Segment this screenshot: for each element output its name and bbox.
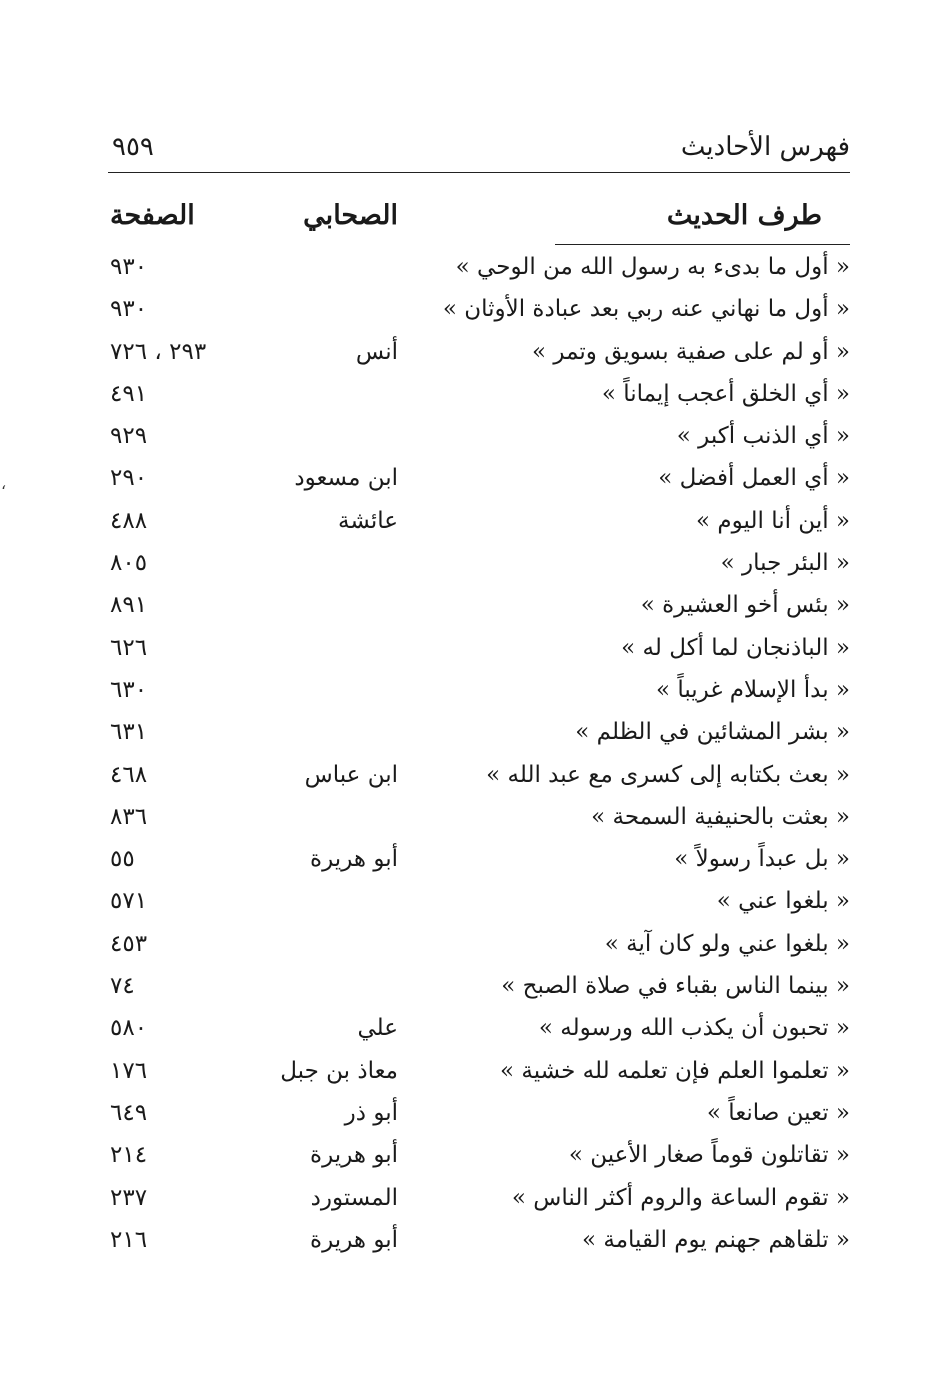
hadith-text: « بينما الناس بقباء في صلاة الصبح » [501, 973, 850, 1000]
running-head [108, 130, 850, 173]
hadith-text: « تقاتلون قوماً صغار الأعين » [568, 1142, 850, 1169]
table-row [108, 631, 850, 673]
table-row [108, 1223, 850, 1265]
hadith-text: « أي الخلق أعجب إيماناً » [601, 380, 850, 407]
page-ref: ٦٢٦ [110, 634, 148, 661]
page-ref: ٨٠٥ [110, 550, 148, 577]
table-row [108, 842, 850, 884]
table-row [108, 419, 850, 461]
table-row [108, 1138, 850, 1180]
page-ref: ٢١٤ [110, 1142, 148, 1169]
column-header-page: الصفحة [110, 200, 195, 231]
table-row [108, 927, 850, 969]
sahabi-name: علي [357, 1015, 398, 1042]
sahabi-name: عائشة [338, 507, 398, 534]
hadith-text: « بعث بكتابه إلى كسرى مع عبد الله » [486, 761, 850, 788]
page-ref: ٨٩١ [110, 592, 148, 619]
page-ref: ٤٩١ [110, 380, 148, 407]
hadith-text: « أو لم على صفية بسويق وتمر » [532, 338, 850, 365]
hadith-text: « بل عبداً رسولاً » [674, 846, 850, 873]
page-ref: ٥٨٠ [110, 1015, 148, 1042]
table-row [108, 377, 850, 419]
table-row [108, 758, 850, 800]
sahabi-name: أبو ذر [344, 1099, 398, 1126]
table-row [108, 884, 850, 926]
stray-mark: ʻ [1, 482, 7, 501]
sahabi-name: معاذ بن جبل [280, 1057, 398, 1084]
table-row [108, 1181, 850, 1223]
column-header-sahabi: الصحابي [303, 200, 398, 231]
page-ref: ٦٣٠ [110, 676, 148, 703]
hadith-text: « الباذنجان لما أكل له » [621, 634, 850, 661]
hadith-text: « بشر المشائين في الظلم » [575, 719, 850, 746]
sahabi-name: ابن مسعود [294, 465, 398, 492]
page-ref: ٢٣٧ [110, 1184, 148, 1211]
table-row [108, 504, 850, 546]
hadith-text: « بعثت بالحنيفية السمحة » [591, 803, 850, 830]
hadith-text: « أول ما بدىء به رسول الله من الوحي » [455, 254, 850, 280]
hadith-text: « بدأ الإسلام غريباً » [655, 676, 850, 703]
sahabi-name: ابن عباس [304, 761, 398, 788]
hadith-text: « تعين صانعاً » [706, 1099, 850, 1126]
table-row [108, 461, 850, 503]
table-row [108, 546, 850, 588]
hadith-text: « تقوم الساعة والروم أكثر الناس » [511, 1184, 850, 1211]
page-ref: ٤٦٨ [110, 761, 148, 788]
table-row [108, 969, 850, 1011]
hadith-text: « أين أنا اليوم » [696, 507, 850, 534]
page-ref: ٨٣٦ [110, 803, 148, 830]
hadith-text: « بلغوا عني ولو كان آية » [604, 930, 850, 957]
page-ref: ٢٩٣ ، ٧٢٦ [110, 338, 207, 365]
header-rule [555, 244, 850, 245]
hadith-text: « تلقاهم جهنم يوم القيامة » [581, 1226, 850, 1253]
hadith-text: « أي الذنب أكبر » [676, 423, 850, 450]
sahabi-name: أبو هريرة [310, 1226, 398, 1253]
page-ref: ٩٢٩ [110, 423, 148, 450]
page-ref: ٧٤ [110, 973, 135, 1000]
column-headers [108, 200, 850, 248]
index-table [108, 250, 850, 1265]
table-row [108, 715, 850, 757]
page-ref: ٤٥٣ [110, 930, 148, 957]
hadith-text: « تعلموا العلم فإن تعلمه لله خشية » [499, 1057, 850, 1084]
table-row [108, 1011, 850, 1053]
table-row [108, 800, 850, 842]
page-number: ٩٥٩ [112, 132, 154, 162]
page-ref: ٢١٦ [110, 1226, 148, 1253]
table-row [108, 292, 850, 334]
hadith-text: « أول ما نهاني عنه ربي بعد عبادة الأوثان » [442, 296, 850, 323]
page-ref: ٤٨٨ [110, 507, 148, 534]
page-ref: ٥٧١ [110, 888, 148, 915]
table-row [108, 1096, 850, 1138]
hadith-text: « تحبون أن يكذب الله ورسوله » [538, 1015, 850, 1042]
page-ref: ٥٥ [110, 846, 135, 873]
sahabi-name: أبو هريرة [310, 846, 398, 873]
table-row [108, 588, 850, 630]
table-row [108, 335, 850, 377]
sahabi-name: أنس [355, 338, 398, 365]
sahabi-name: المستورد [310, 1184, 398, 1211]
page-ref: ١٧٦ [110, 1057, 148, 1084]
hadith-text: « بئس أخو العشيرة » [640, 592, 850, 619]
table-row [108, 250, 850, 292]
page-ref: ٢٩٠ [110, 465, 148, 492]
table-row [108, 673, 850, 715]
hadith-text: « بلغوا عني » [716, 888, 850, 915]
page-ref: ٦٤٩ [110, 1099, 148, 1126]
table-row [108, 1054, 850, 1096]
sahabi-name: أبو هريرة [310, 1142, 398, 1169]
page-ref: ٦٣١ [110, 719, 148, 746]
column-header-hadith: طرف الحديث [666, 200, 822, 231]
page-ref: ٩٣٠ [110, 254, 148, 280]
hadith-text: « البئر جبار » [720, 550, 850, 577]
page-ref: ٩٣٠ [110, 296, 148, 323]
hadith-text: « أي العمل أفضل » [658, 465, 850, 492]
running-title: فهرس الأحاديث [680, 132, 850, 162]
